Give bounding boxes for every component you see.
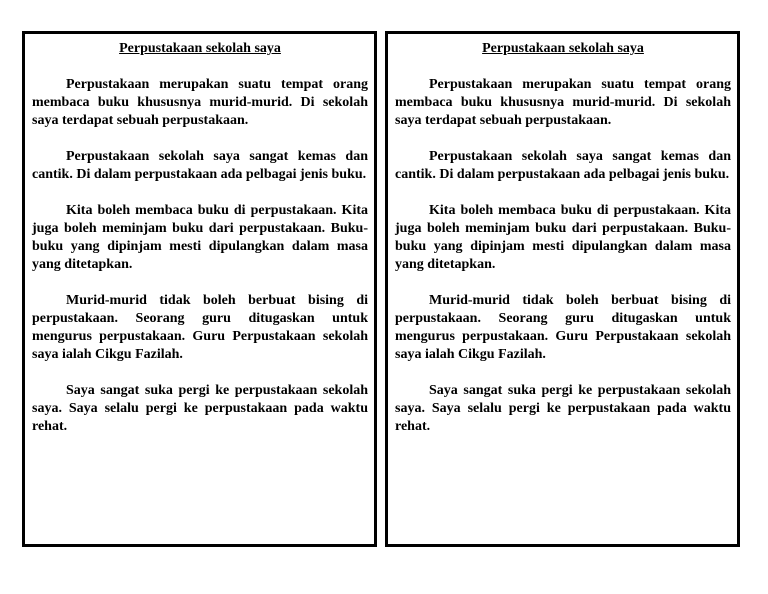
panel-title: Perpustakaan sekolah saya [482, 41, 644, 56]
paragraph-3: Kita boleh membaca buku di perpustakaan. Kita juga boleh meminjam buku dari perpustakaan. Buku-buku yang dipinjam mesti dipulangkan dalam masa yang ditetapkan. [395, 203, 731, 272]
reading-panel-left [22, 31, 377, 547]
paragraph-4: Murid-murid tidak boleh berbuat bising di perpustakaan. Seorang guru ditugaskan untuk mengurus perpustakaan. Guru Perpustakaan sekolah saya ialah Cikgu Fazilah. [395, 293, 731, 362]
paragraph-1: Perpustakaan merupakan suatu tempat orang membaca buku khususnya murid-murid. Di sekolah saya terdapat sebuah perpustakaan. [32, 77, 368, 128]
paragraph-4: Murid-murid tidak boleh berbuat bising di perpustakaan. Seorang guru ditugaskan untuk mengurus perpustakaan. Guru Perpustakaan sekolah saya ialah Cikgu Fazilah. [32, 293, 368, 362]
panel-title: Perpustakaan sekolah saya [119, 41, 281, 56]
paragraph-2: Perpustakaan sekolah saya sangat kemas dan cantik. Di dalam perpustakaan ada pelbagai jenis buku. [395, 149, 731, 182]
paragraph-3: Kita boleh membaca buku di perpustakaan. Kita juga boleh meminjam buku dari perpustakaan. Buku-buku yang dipinjam mesti dipulangkan dalam masa yang ditetapkan. [32, 203, 368, 272]
paragraph-5: Saya sangat suka pergi ke perpustakaan sekolah saya. Saya selalu pergi ke perpustakaan pada waktu rehat. [395, 383, 731, 434]
paragraph-1: Perpustakaan merupakan suatu tempat orang membaca buku khususnya murid-murid. Di sekolah saya terdapat sebuah perpustakaan. [395, 77, 731, 128]
paragraph-5: Saya sangat suka pergi ke perpustakaan sekolah saya. Saya selalu pergi ke perpustakaan pada waktu rehat. [32, 383, 368, 434]
paragraph-2: Perpustakaan sekolah saya sangat kemas dan cantik. Di dalam perpustakaan ada pelbagai jenis buku. [32, 149, 368, 182]
reading-panel-right [385, 31, 740, 547]
